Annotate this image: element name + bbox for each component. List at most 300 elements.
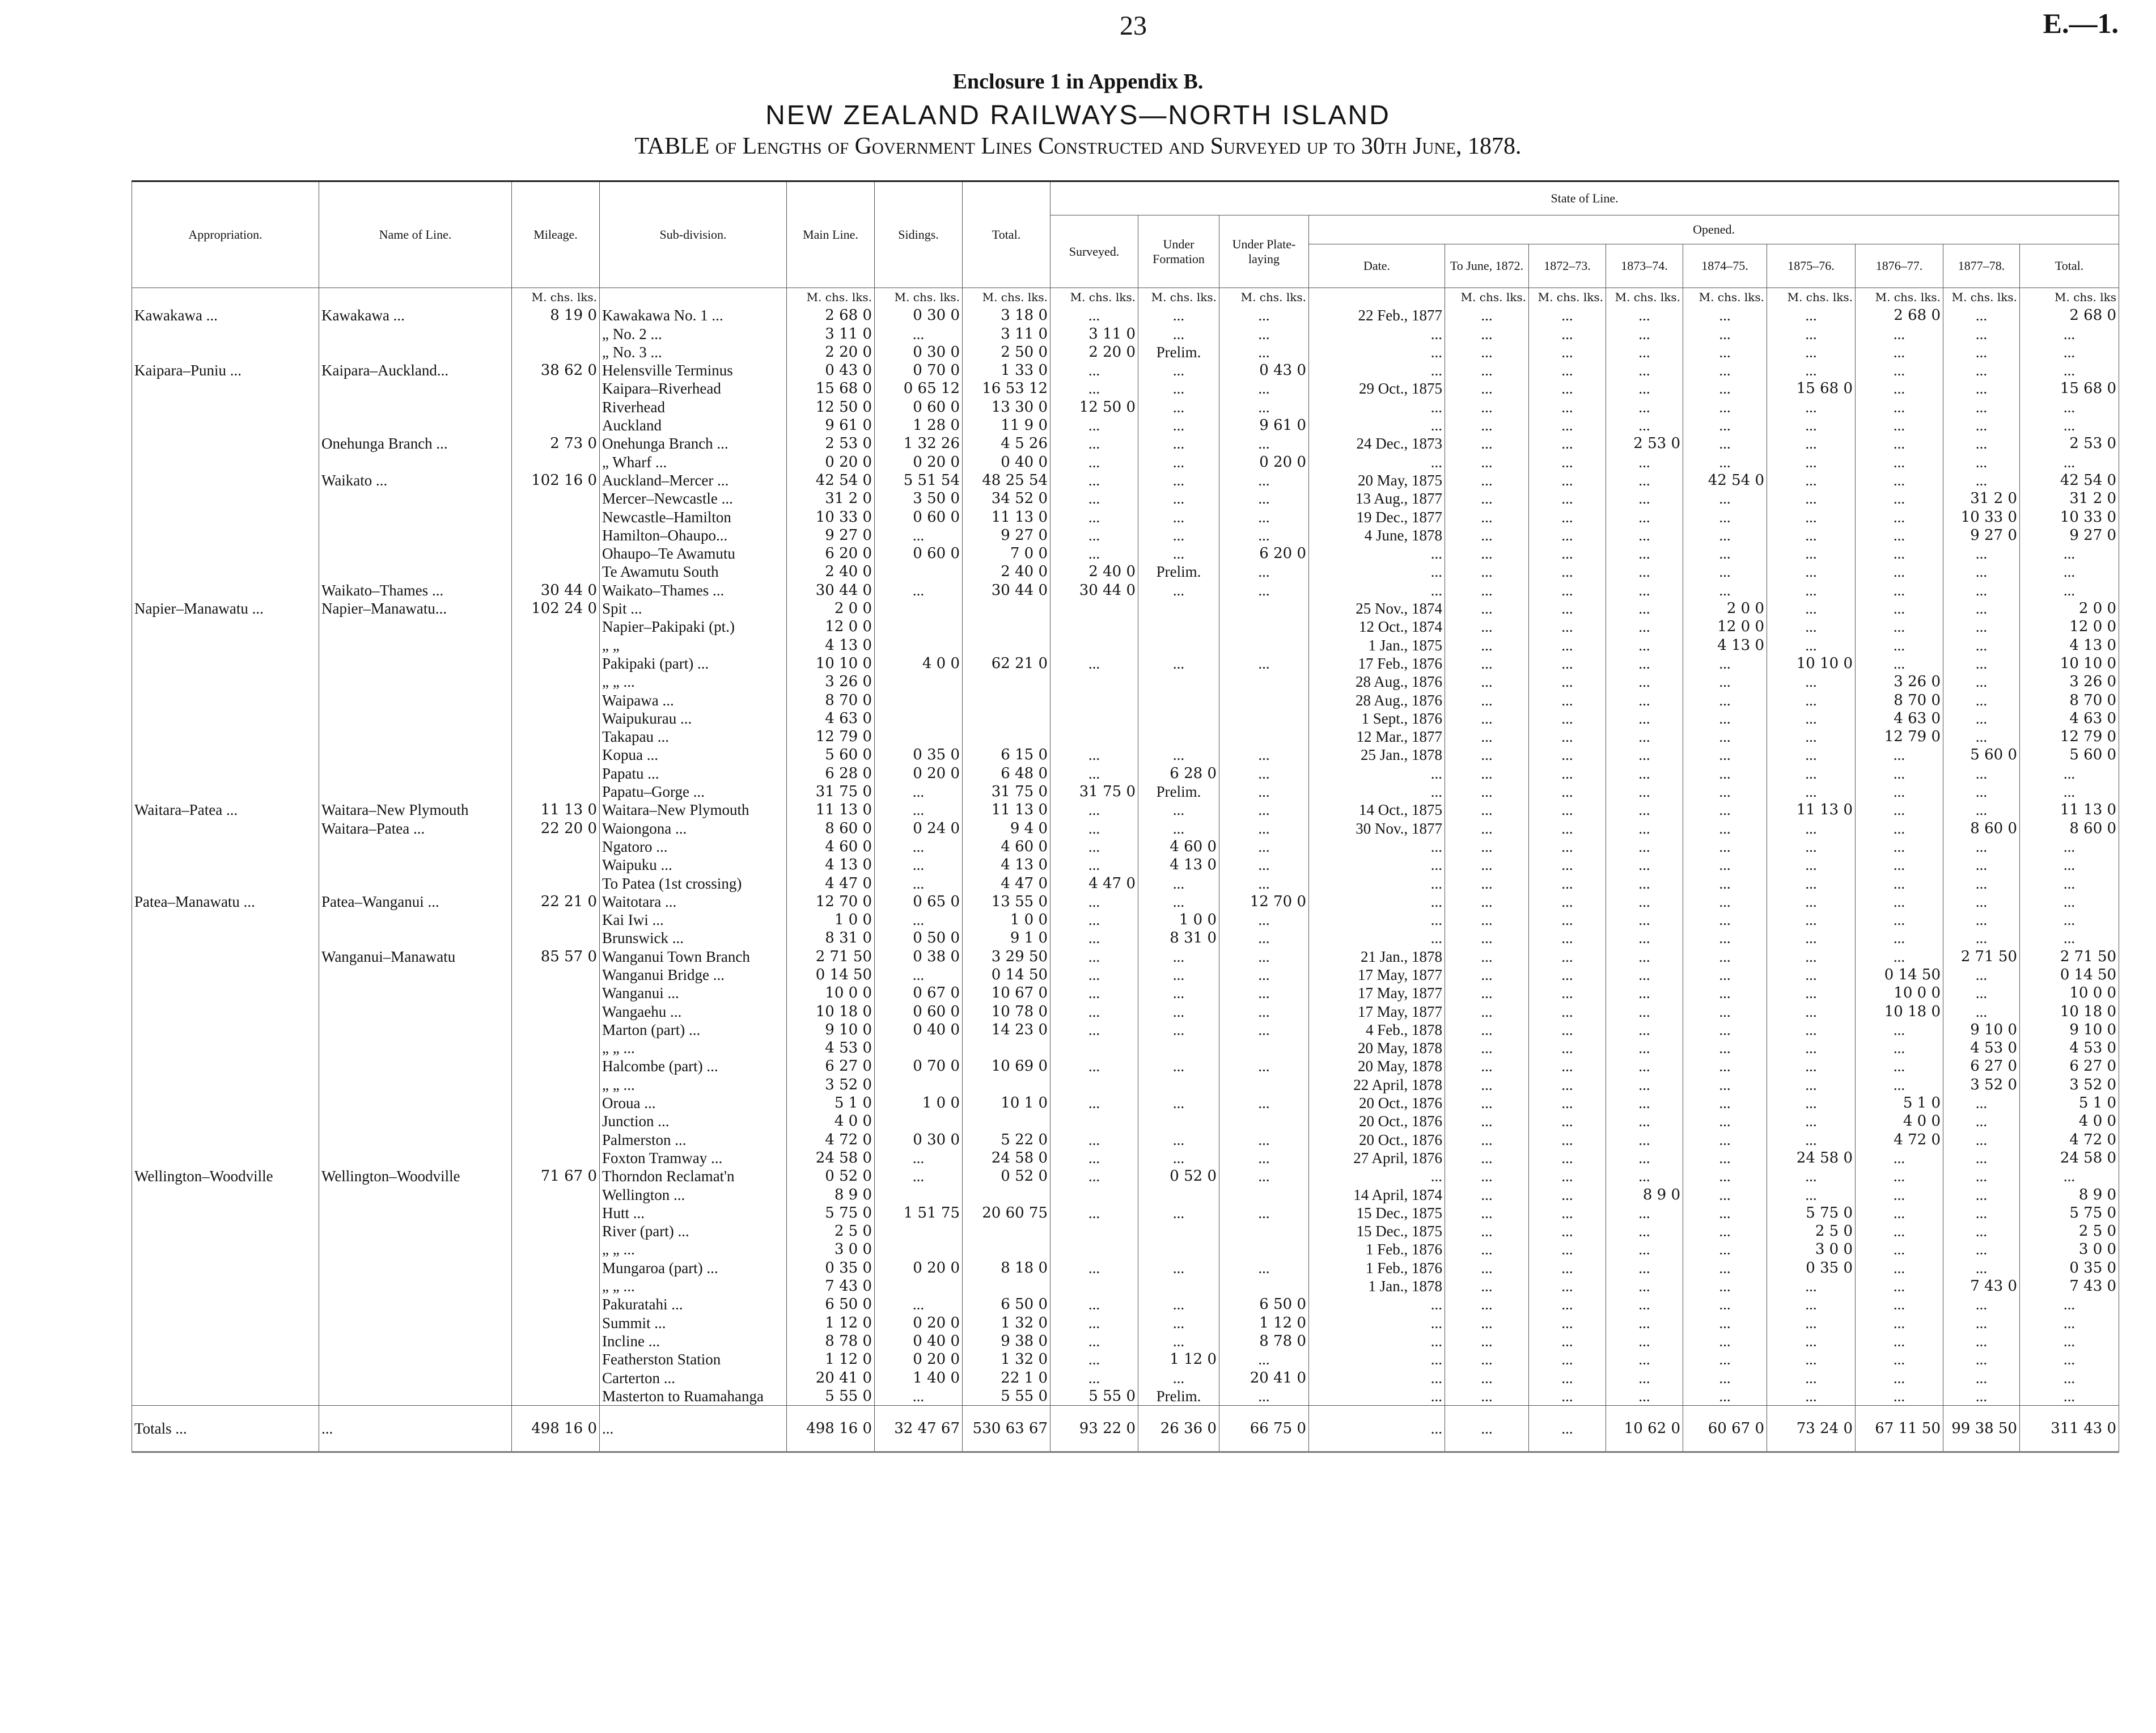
cell-1874-75: ... [1683, 1222, 1767, 1240]
table-row [132, 489, 2119, 508]
cell-mileage: 38 62 0 [512, 361, 600, 379]
cell-1874-75: ... [1683, 1167, 1767, 1185]
cell-subdivision: Summit ... [600, 1314, 787, 1332]
cell-1873-74: ... [1606, 1387, 1683, 1406]
cell-mileage: 11 13 0 [512, 801, 600, 819]
cell-1874-75: ... [1683, 911, 1767, 929]
cell-1876-77: ... [1856, 1204, 1943, 1222]
cell-to-june-1872: ... [1445, 1332, 1529, 1350]
cell-to-june-1872: ... [1445, 306, 1529, 324]
cell-1873-74: ... [1606, 673, 1683, 691]
units-cell: M. chs. lks. [1606, 288, 1683, 307]
cell-1876-77: ... [1856, 1167, 1943, 1185]
cell-1875-76: ... [1767, 838, 1856, 856]
cell-under-plate-laying: 12 70 0 [1219, 893, 1309, 911]
cell-1877-78: ... [1943, 929, 2020, 947]
cell-to-june-1872: ... [1445, 673, 1529, 691]
cell-date: ... [1309, 783, 1445, 801]
table-row [132, 984, 2119, 1002]
cell-surveyed: ... [1051, 489, 1138, 508]
cell-appropriation [132, 929, 319, 947]
cell-1874-75: ... [1683, 325, 1767, 343]
cell-under-plate-laying [1219, 691, 1309, 709]
cell-1875-76: ... [1767, 325, 1856, 343]
cell-opened-total: 0 14 50 [2020, 966, 2119, 984]
cell-sidings [875, 636, 963, 654]
cell-1873-74: ... [1606, 874, 1683, 893]
cell-1874-75: ... [1683, 1387, 1767, 1406]
cell-opened-total: 4 53 0 [2020, 1039, 2119, 1057]
cell-surveyed [1051, 599, 1138, 618]
cell-name-of-line [319, 709, 512, 728]
cell-1873-74: ... [1606, 783, 1683, 801]
units-cell: M. chs. lks. [1856, 288, 1943, 307]
cell-subdivision: Auckland [600, 416, 787, 434]
cell-sidings: ... [875, 911, 963, 929]
cell-1875-76: ... [1767, 434, 1856, 453]
table-row [132, 874, 2119, 893]
cell-name-of-line [319, 618, 512, 636]
cell-under-formation: ... [1138, 325, 1219, 343]
cell-name-of-line [319, 728, 512, 746]
cell-opened-total: ... [2020, 581, 2119, 599]
cell-main-line: 9 27 0 [787, 526, 875, 544]
cell-1876-77: ... [1856, 1076, 1943, 1094]
cell-name-of-line [319, 691, 512, 709]
cell-total [963, 636, 1051, 654]
cell-1873-74: ... [1606, 746, 1683, 764]
table-row [132, 1204, 2119, 1222]
cell-subdivision: Incline ... [600, 1332, 787, 1350]
cell-1874-75: ... [1683, 948, 1767, 966]
cell-under-formation: 1 12 0 [1138, 1350, 1219, 1368]
cell-1876-77: ... [1856, 1186, 1943, 1204]
cell-subdivision: Helensville Terminus [600, 361, 787, 379]
cell-1877-78: ... [1943, 1295, 2020, 1313]
cell-mileage: 22 21 0 [512, 893, 600, 911]
cell-to-june-1872: ... [1445, 874, 1529, 893]
cell-to-june-1872: ... [1445, 1186, 1529, 1204]
cell-total: 16 53 12 [963, 379, 1051, 398]
cell-sidings: ... [875, 856, 963, 874]
cell-opened-total: 12 79 0 [2020, 728, 2119, 746]
cell-surveyed: ... [1051, 948, 1138, 966]
cell-to-june-1872: ... [1445, 654, 1529, 673]
cell-1877-78: 9 27 0 [1943, 526, 2020, 544]
cell-subdivision: Thorndon Reclamat'n [600, 1167, 787, 1185]
cell-surveyed: ... [1051, 526, 1138, 544]
cell-sidings: ... [875, 966, 963, 984]
cell-subdivision: Kai Iwi ... [600, 911, 787, 929]
cell-1872-73: ... [1529, 1112, 1606, 1130]
cell-subdivision: River (part) ... [600, 1222, 787, 1240]
cell-1872-73: ... [1529, 783, 1606, 801]
cell-main-line: 2 53 0 [787, 434, 875, 453]
cell-under-plate-laying: 20 41 0 [1219, 1369, 1309, 1387]
cell-sidings: ... [875, 874, 963, 893]
table-row [132, 1277, 2119, 1295]
cell-under-plate-laying: 1 12 0 [1219, 1314, 1309, 1332]
cell-opened-total: 3 0 0 [2020, 1240, 2119, 1258]
cell-opened-total: 6 27 0 [2020, 1057, 2119, 1075]
cell-1874-75: ... [1683, 526, 1767, 544]
cell-main-line: 8 70 0 [787, 691, 875, 709]
cell-main-line: 1 12 0 [787, 1314, 875, 1332]
cell-surveyed: 4 47 0 [1051, 874, 1138, 893]
cell-1873-74: ... [1606, 1222, 1683, 1240]
cell-to-june-1872: ... [1445, 856, 1529, 874]
cell-under-plate-laying: ... [1219, 398, 1309, 416]
cell-to-june-1872: ... [1445, 618, 1529, 636]
cell-1875-76: ... [1767, 1277, 1856, 1295]
cell-sidings: ... [875, 1295, 963, 1313]
cell-1872-73: ... [1529, 581, 1606, 599]
cell-sidings [875, 709, 963, 728]
cell-1876-77: ... [1856, 654, 1943, 673]
cell-1875-76: 15 68 0 [1767, 379, 1856, 398]
cell-mileage [512, 398, 600, 416]
cell-1877-78: ... [1943, 1314, 2020, 1332]
cell-1872-73: ... [1529, 361, 1606, 379]
cell-1872-73: ... [1529, 984, 1606, 1002]
table-row [132, 453, 2119, 471]
cell-mileage [512, 1350, 600, 1368]
cell-appropriation [132, 1369, 319, 1387]
cell-main-line: 2 40 0 [787, 563, 875, 581]
cell-surveyed: ... [1051, 1149, 1138, 1167]
cell-main-line: 8 60 0 [787, 819, 875, 838]
cell-appropriation [132, 856, 319, 874]
table-row [132, 1295, 2119, 1313]
table-row [132, 1167, 2119, 1185]
cell-surveyed: ... [1051, 1167, 1138, 1185]
cell-total: 4 60 0 [963, 838, 1051, 856]
cell-total: 1 32 0 [963, 1314, 1051, 1332]
col-to-june-1872: To June, 1872. [1445, 244, 1529, 288]
cell-appropriation: Kaipara–Puniu ... [132, 361, 319, 379]
cell-appropriation [132, 874, 319, 893]
cell-total: 24 58 0 [963, 1149, 1051, 1167]
cell-main-line: 8 78 0 [787, 1332, 875, 1350]
cell-under-formation: ... [1138, 948, 1219, 966]
cell-under-plate-laying: ... [1219, 984, 1309, 1002]
cell-opened-total: ... [2020, 398, 2119, 416]
cell-mileage [512, 1003, 600, 1021]
cell-1877-78: ... [1943, 1369, 2020, 1387]
cell-main-line: 9 61 0 [787, 416, 875, 434]
cell-1872-73: ... [1529, 1094, 1606, 1112]
cell-to-june-1872: ... [1445, 838, 1529, 856]
cell-1875-76: 3 0 0 [1767, 1240, 1856, 1258]
cell-mileage [512, 563, 600, 581]
cell-under-plate-laying [1219, 1112, 1309, 1130]
cell-to-june-1872: ... [1445, 1369, 1529, 1387]
cell-1875-76: ... [1767, 398, 1856, 416]
cell-main-line: 4 60 0 [787, 838, 875, 856]
cell-1877-78: ... [1943, 1149, 2020, 1167]
cell-appropriation [132, 618, 319, 636]
cell-1874-75: ... [1683, 1277, 1767, 1295]
cell-under-plate-laying: 8 78 0 [1219, 1332, 1309, 1350]
cell-1874-75: ... [1683, 838, 1767, 856]
cell-under-plate-laying [1219, 1039, 1309, 1057]
cell-main-line: 5 60 0 [787, 746, 875, 764]
cell-date: 22 Feb., 1877 [1309, 306, 1445, 324]
cell-1876-77: ... [1856, 746, 1943, 764]
cell-name-of-line: Wanganui–Manawatu [319, 948, 512, 966]
cell-1872-73: ... [1529, 618, 1606, 636]
cell-1875-76: ... [1767, 856, 1856, 874]
cell-1875-76: ... [1767, 343, 1856, 361]
cell-1875-76: ... [1767, 1186, 1856, 1204]
cell-opened-total: ... [2020, 361, 2119, 379]
cell-1875-76: ... [1767, 1369, 1856, 1387]
cell-subdivision: Ohaupo–Te Awamutu [600, 544, 787, 563]
cell-1876-77: 10 18 0 [1856, 1003, 1943, 1021]
cell-1872-73: ... [1529, 1277, 1606, 1295]
cell-subdivision: „ „ [600, 636, 787, 654]
cell-under-plate-laying [1219, 636, 1309, 654]
table-row [132, 893, 2119, 911]
cell-sidings: ... [875, 1167, 963, 1185]
cell-1873-74: ... [1606, 1094, 1683, 1112]
cell-1875-76: ... [1767, 911, 1856, 929]
cell-1874-75: ... [1683, 1350, 1767, 1368]
cell-1872-73: ... [1529, 453, 1606, 471]
cell-mileage [512, 508, 600, 526]
cell-surveyed: ... [1051, 544, 1138, 563]
table-row [132, 1021, 2119, 1039]
cell-under-formation: 0 52 0 [1138, 1167, 1219, 1185]
table-row [132, 1222, 2119, 1240]
cell-1875-76: ... [1767, 874, 1856, 893]
cell-1876-77: ... [1856, 563, 1943, 581]
cell-subdivision: Waipuku ... [600, 856, 787, 874]
table-header [132, 181, 2119, 288]
cell-opened-total: ... [2020, 1350, 2119, 1368]
cell-date: ... [1309, 544, 1445, 563]
cell-mileage: 102 24 0 [512, 599, 600, 618]
cell-main-line: 0 43 0 [787, 361, 875, 379]
cell-subdivision: Takapau ... [600, 728, 787, 746]
col-1873-74: 1873–74. [1606, 244, 1683, 288]
cell-surveyed: 2 20 0 [1051, 343, 1138, 361]
cell-opened-total: 4 13 0 [2020, 636, 2119, 654]
cell-main-line: 12 50 0 [787, 398, 875, 416]
cell-1875-76: ... [1767, 1021, 1856, 1039]
col-under-plate-laying: Under Plate-laying [1219, 215, 1309, 288]
cell-opened-total: 2 71 50 [2020, 948, 2119, 966]
cell-subdivision: ... [600, 1406, 787, 1452]
cell-under-formation [1138, 1039, 1219, 1057]
cell-sidings: 0 40 0 [875, 1021, 963, 1039]
table-row [132, 306, 2119, 324]
cell-1876-77: ... [1856, 1295, 1943, 1313]
cell-name-of-line [319, 1057, 512, 1075]
col-date: Date. [1309, 244, 1445, 288]
cell-name-of-line [319, 966, 512, 984]
cell-subdivision: „ No. 3 ... [600, 343, 787, 361]
cell-1872-73: ... [1529, 801, 1606, 819]
cell-under-formation [1138, 636, 1219, 654]
cell-1877-78: 3 52 0 [1943, 1076, 2020, 1094]
cell-sidings: 3 50 0 [875, 489, 963, 508]
cell-sidings: 0 70 0 [875, 1057, 963, 1075]
cell-under-plate-laying: ... [1219, 1259, 1309, 1277]
cell-appropriation [132, 948, 319, 966]
cell-opened-total: 9 10 0 [2020, 1021, 2119, 1039]
cell-appropriation [132, 728, 319, 746]
cell-surveyed [1051, 636, 1138, 654]
cell-1872-73: ... [1529, 1314, 1606, 1332]
cell-mileage [512, 966, 600, 984]
cell-mileage [512, 1186, 600, 1204]
cell-1876-77: 10 0 0 [1856, 984, 1943, 1002]
cell-under-formation: ... [1138, 306, 1219, 324]
cell-subdivision: Wanganui ... [600, 984, 787, 1002]
cell-appropriation [132, 746, 319, 764]
cell-date: 29 Oct., 1875 [1309, 379, 1445, 398]
col-opened: Opened. [1309, 215, 2119, 244]
table-row [132, 343, 2119, 361]
cell-sidings: 5 51 54 [875, 471, 963, 489]
cell-appropriation [132, 1149, 319, 1167]
cell-1876-77: ... [1856, 1332, 1943, 1350]
cell-1877-78: 5 60 0 [1943, 746, 2020, 764]
col-opened-total: Total. [2020, 244, 2119, 288]
cell-opened-total: 2 68 0 [2020, 306, 2119, 324]
cell-name-of-line [319, 489, 512, 508]
cell-surveyed: ... [1051, 1350, 1138, 1368]
cell-total: 14 23 0 [963, 1021, 1051, 1039]
cell-sidings: ... [875, 1387, 963, 1406]
cell-1876-77: ... [1856, 325, 1943, 343]
cell-under-plate-laying [1219, 1277, 1309, 1295]
cell-under-plate-laying: ... [1219, 1094, 1309, 1112]
cell-1877-78: 31 2 0 [1943, 489, 2020, 508]
cell-1874-75: ... [1683, 984, 1767, 1002]
table-row [132, 1240, 2119, 1258]
cell-to-june-1872: ... [1445, 984, 1529, 1002]
cell-name-of-line [319, 1003, 512, 1021]
cell-main-line: 7 43 0 [787, 1277, 875, 1295]
cell-to-june-1872: ... [1445, 563, 1529, 581]
cell-opened-total: ... [2020, 929, 2119, 947]
cell-subdivision: Te Awamutu South [600, 563, 787, 581]
cell-appropriation [132, 1057, 319, 1075]
cell-opened-total: 10 10 0 [2020, 654, 2119, 673]
cell-sidings [875, 1112, 963, 1130]
cell-1873-74: ... [1606, 1167, 1683, 1185]
cell-surveyed [1051, 709, 1138, 728]
table-row [132, 746, 2119, 764]
cell-1874-75: ... [1683, 306, 1767, 324]
cell-subdivision: „ „ ... [600, 673, 787, 691]
units-cell: M. chs. lks. [1943, 288, 2020, 307]
cell-surveyed: ... [1051, 1204, 1138, 1222]
cell-under-formation: ... [1138, 1332, 1219, 1350]
cell-1874-75: ... [1683, 1259, 1767, 1277]
cell-name-of-line [319, 1222, 512, 1240]
cell-under-plate-laying: 0 20 0 [1219, 453, 1309, 471]
cell-to-june-1872: ... [1445, 1167, 1529, 1185]
table-row [132, 1131, 2119, 1149]
cell-sidings: ... [875, 526, 963, 544]
cell-sidings [875, 563, 963, 581]
cell-1874-75: ... [1683, 654, 1767, 673]
cell-to-june-1872: ... [1445, 1131, 1529, 1149]
cell-date: ... [1309, 1350, 1445, 1368]
cell-appropriation [132, 1204, 319, 1222]
table-row [132, 1094, 2119, 1112]
cell-1877-78: ... [1943, 581, 2020, 599]
cell-under-plate-laying: ... [1219, 1003, 1309, 1021]
cell-name-of-line [319, 673, 512, 691]
cell-under-plate-laying: ... [1219, 838, 1309, 856]
cell-under-formation: ... [1138, 1149, 1219, 1167]
cell-total: 10 1 0 [963, 1094, 1051, 1112]
cell-surveyed: ... [1051, 453, 1138, 471]
cell-date: 15 Dec., 1875 [1309, 1222, 1445, 1240]
cell-1877-78: ... [1943, 673, 2020, 691]
cell-subdivision: Kopua ... [600, 746, 787, 764]
cell-1872-73: ... [1529, 856, 1606, 874]
cell-name-of-line [319, 416, 512, 434]
cell-under-plate-laying [1219, 1222, 1309, 1240]
cell-name-of-line: Kaipara–Auckland... [319, 361, 512, 379]
cell-main-line: 0 52 0 [787, 1167, 875, 1185]
cell-sidings: 0 30 0 [875, 343, 963, 361]
cell-1874-75: ... [1683, 434, 1767, 453]
units-cell: M. chs. lks. [1683, 288, 1767, 307]
cell-sidings: 1 40 0 [875, 1369, 963, 1387]
cell-under-formation: ... [1138, 434, 1219, 453]
cell-1877-78: 4 53 0 [1943, 1039, 2020, 1057]
cell-date: 4 Feb., 1878 [1309, 1021, 1445, 1039]
cell-opened-total: 10 18 0 [2020, 1003, 2119, 1021]
cell-1873-74: ... [1606, 838, 1683, 856]
cell-sidings [875, 599, 963, 618]
cell-1877-78: ... [1943, 1131, 2020, 1149]
cell-1872-73: ... [1529, 1222, 1606, 1240]
cell-under-formation [1138, 709, 1219, 728]
cell-to-june-1872: ... [1445, 1240, 1529, 1258]
cell-name-of-line [319, 838, 512, 856]
cell-total: 0 52 0 [963, 1167, 1051, 1185]
cell-1873-74: ... [1606, 1131, 1683, 1149]
cell-appropriation: Waitara–Patea ... [132, 801, 319, 819]
cell-1872-73: ... [1529, 306, 1606, 324]
cell-1872-73: ... [1529, 563, 1606, 581]
cell-1873-74: ... [1606, 1204, 1683, 1222]
cell-1877-78: 2 71 50 [1943, 948, 2020, 966]
cell-mileage [512, 1332, 600, 1350]
cell-total: 13 55 0 [963, 893, 1051, 911]
cell-date: 28 Aug., 1876 [1309, 691, 1445, 709]
cell-1873-74: ... [1606, 948, 1683, 966]
cell-opened-total: 4 72 0 [2020, 1131, 2119, 1149]
cell-1873-74: ... [1606, 1039, 1683, 1057]
cell-1873-74: ... [1606, 581, 1683, 599]
cell-date: 25 Nov., 1874 [1309, 599, 1445, 618]
cell-under-plate-laying: ... [1219, 508, 1309, 526]
cell-name-of-line: Onehunga Branch ... [319, 434, 512, 453]
cell-opened-total: 10 0 0 [2020, 984, 2119, 1002]
cell-opened-total: 5 60 0 [2020, 746, 2119, 764]
cell-1874-75: ... [1683, 1204, 1767, 1222]
cell-subdivision: Waikato–Thames ... [600, 581, 787, 599]
cell-1874-75: ... [1683, 1003, 1767, 1021]
